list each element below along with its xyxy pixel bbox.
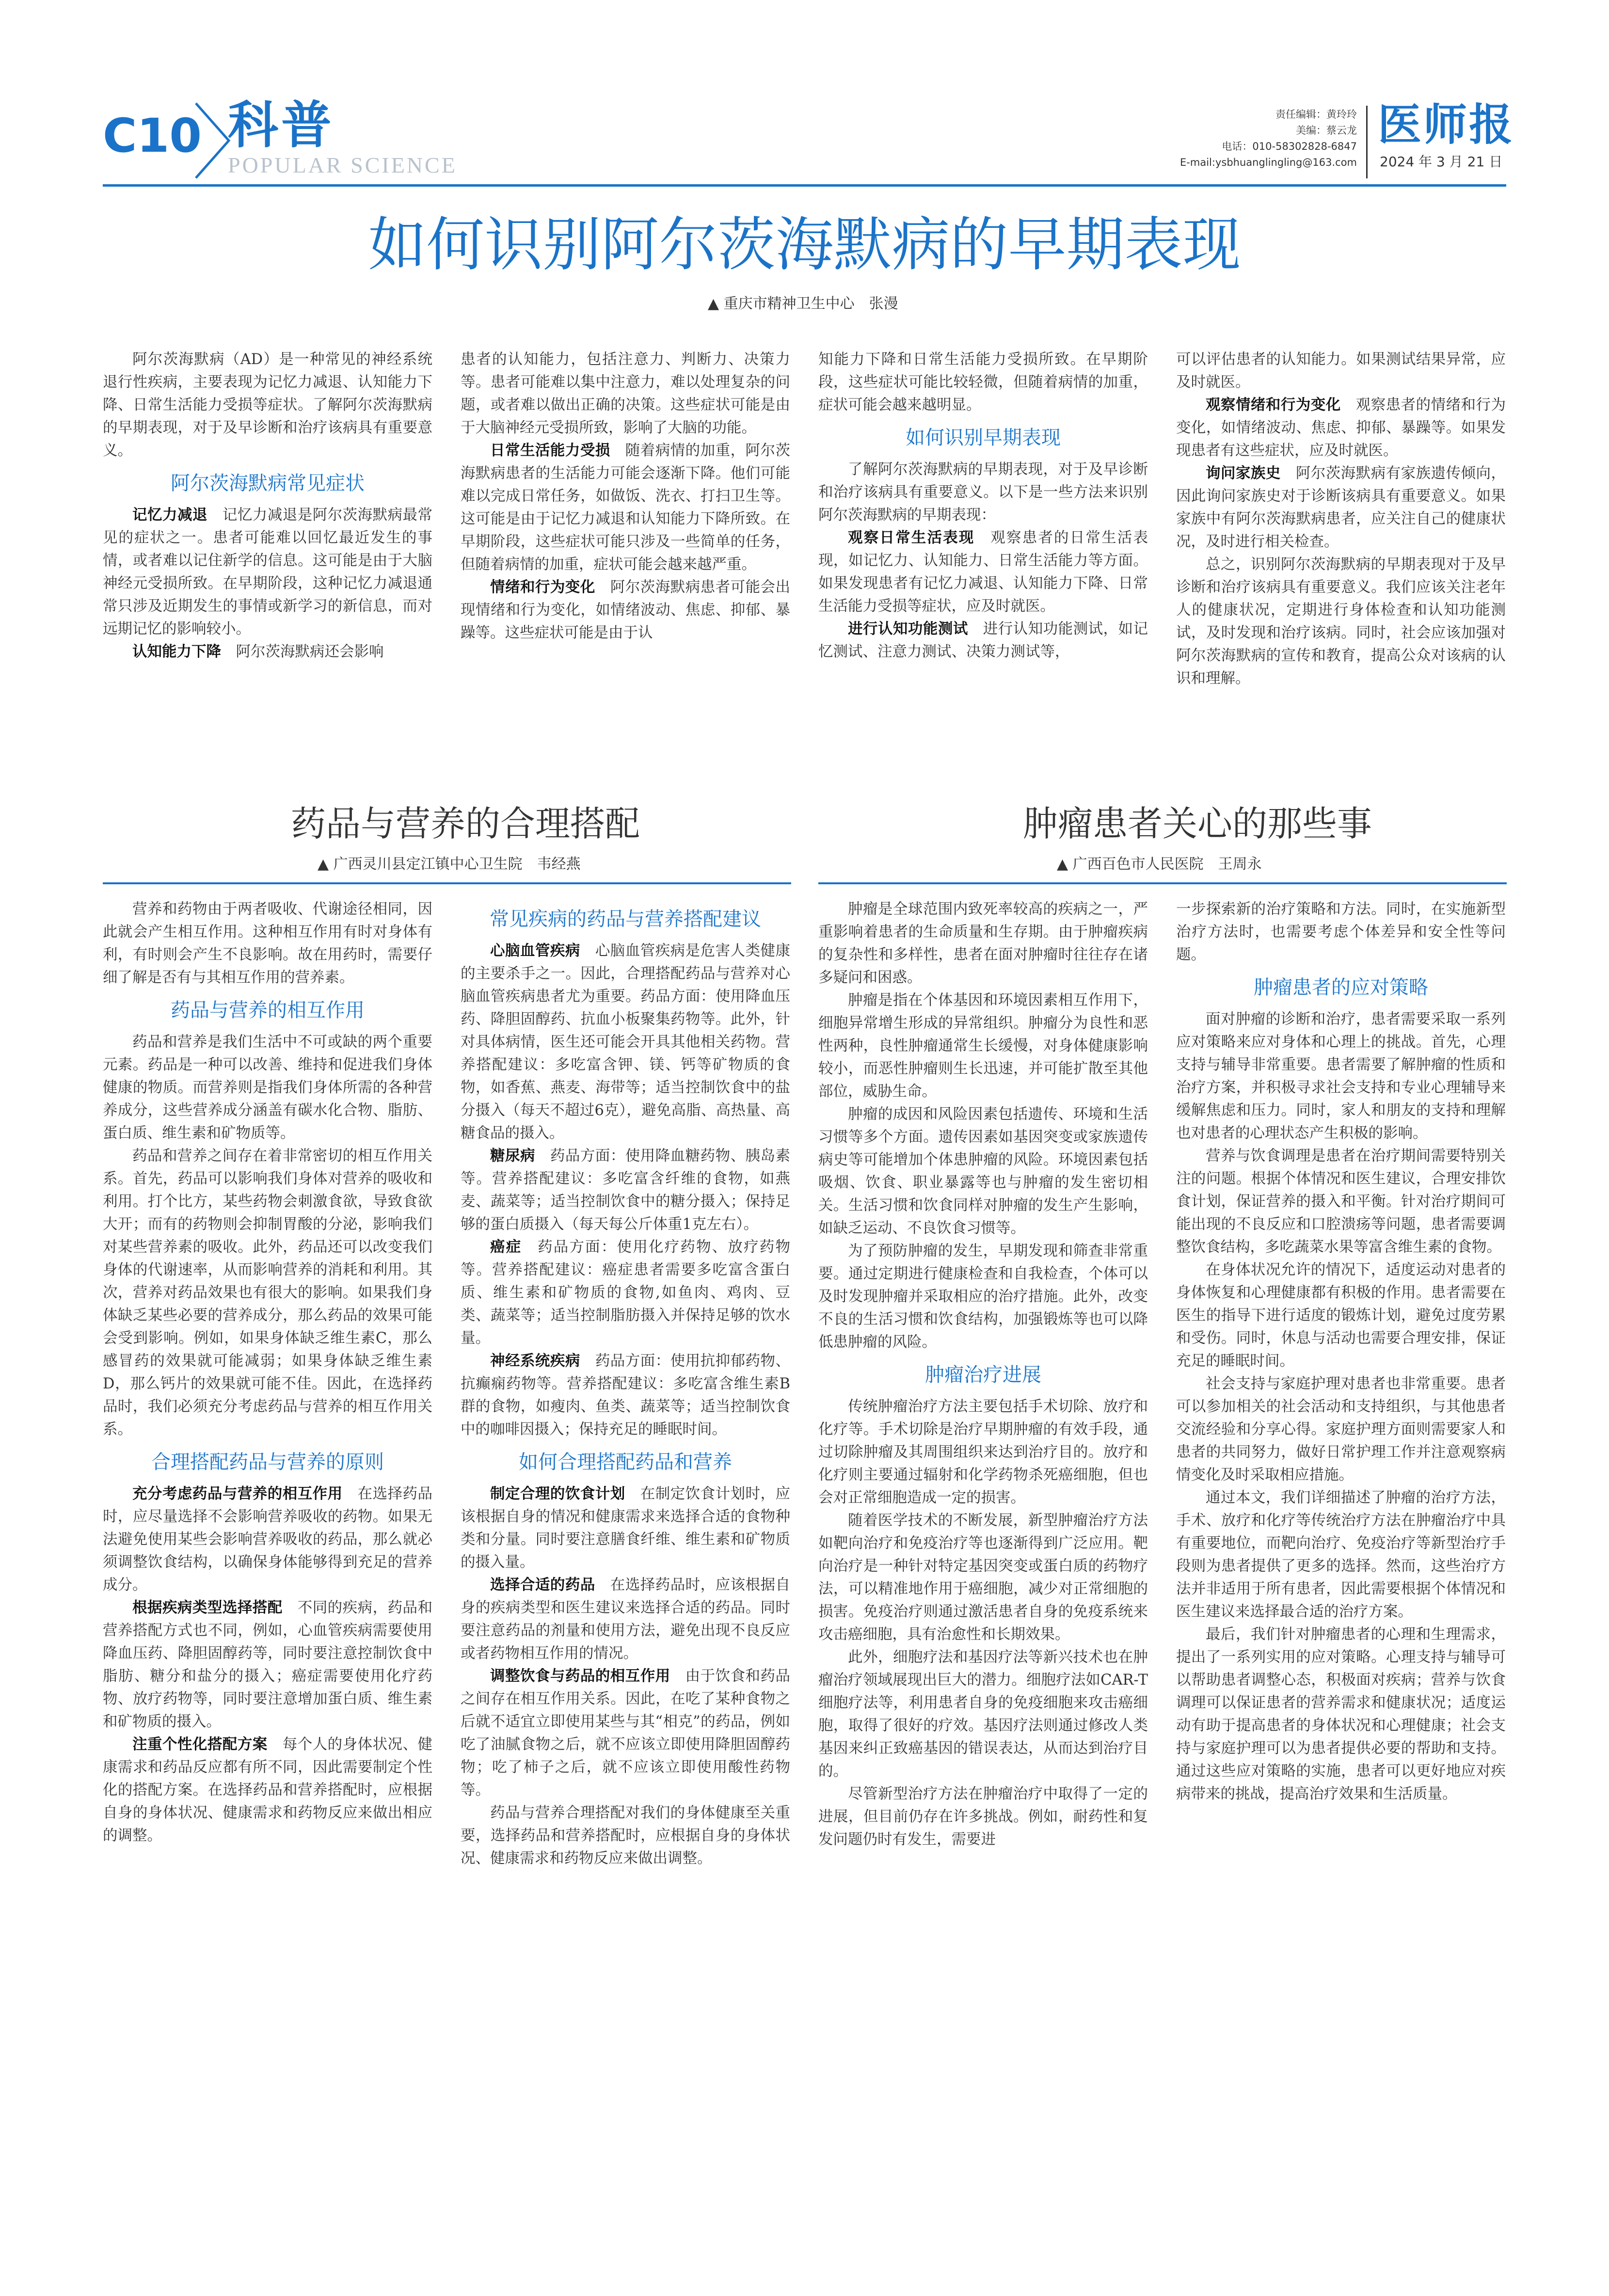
paragraph-text: 营养和药物由于两者吸收、代谢途径相同，因此就会产生相互作用。这种相互作用有时对身体有利，有时则会产生不良影响。故在用药时，需要仔细了解是否有与其相互作用的营养素。 bbox=[103, 901, 432, 986]
paragraph bbox=[818, 898, 1148, 989]
paragraph bbox=[461, 1145, 790, 1236]
article2-rule bbox=[103, 882, 791, 884]
paragraph-text: 营养与饮食调理是患者在治疗期间需要特别关注的问题。根据个体情况和医生建议，合理安排饮食计划，保证营养的摄入和平衡。针对治疗期间可能出现的不良反应和口腔溃疡等问题，患者需要调整饮食结构，多吃蔬菜水果等富含维生素的食物。 bbox=[1176, 1148, 1506, 1256]
article2-title: 药品与营养的合理搭配 bbox=[291, 803, 640, 844]
article2-column bbox=[461, 898, 790, 1870]
paragraph-text: 阿尔茨海默病还会影响 bbox=[221, 643, 384, 660]
paragraph bbox=[818, 1395, 1148, 1509]
paragraph-text: 肿瘤是全球范围内致死率较高的疾病之一，严重影响着患者的生命质量和生存期。由于肿瘤疾病的复杂性和多样性，患者在面对肿瘤时往往存在诸多疑问和困惑。 bbox=[818, 901, 1148, 986]
paragraph-text: 为了预防肿瘤的发生，早期发现和筛查非常重要。通过定期进行健康检查和自我检查，个体可以及时发现肿瘤并采取相应的治疗措施。此外，改变不良的生活习惯和饮食结构，加强锻炼等也可以降低患肿瘤的风险。 bbox=[818, 1243, 1148, 1351]
paragraph-text: 最后，我们针对肿瘤患者的心理和生理需求，提出了一系列实用的应对策略。心理支持与辅导可以帮助患者调整心态，积极面对疾病；营养与饮食调理可以保证患者的营养需求和健康状况；适度运动有助于提高患者的身体状况和心理健康；社会支持与家庭护理可以为患者提供必要的帮助和支持。通过这些应对策略的实施，患者可以更好地应对疾病带来的挑战，提高治疗效果和生活质量。 bbox=[1176, 1626, 1506, 1802]
subheading: 药品与营养的相互作用 bbox=[171, 999, 365, 1021]
paragraph bbox=[1176, 553, 1506, 690]
paragraph-text: 患者的认知能力，包括注意力、判断力、决策力等。患者可能难以集中注意力，难以处理复杂的问题，或者难以做出正确的决策。这些症状可能是由于大脑神经元受损所致，影响了大脑的功能。 bbox=[461, 351, 790, 436]
article1-column bbox=[103, 348, 432, 663]
article3-byline: ▲ 广西百色市人民医院 王周永 bbox=[1057, 856, 1262, 873]
paragraph bbox=[103, 1596, 432, 1733]
paragraph-text: 通过本文，我们详细描述了肿瘤的治疗方法，手术、放疗和化疗等传统治疗方法在肿瘤治疗中具有重要地位，而靶向治疗、免疫治疗等新型治疗手段则为患者提供了更多的选择。然而，这些治疗方法并非适用于所有患者，因此需要根据个体情况和医生建议来选择最合适的治疗方案。 bbox=[1176, 1489, 1506, 1620]
paragraph bbox=[461, 1802, 790, 1870]
paragraph bbox=[818, 1646, 1148, 1783]
paragraph bbox=[818, 1783, 1148, 1851]
subheading: 阿尔茨海默病常见症状 bbox=[171, 472, 365, 494]
subheading: 肿瘤治疗进展 bbox=[925, 1364, 1041, 1386]
paragraph bbox=[103, 640, 432, 663]
paragraph-lead: 进行认知功能测试 bbox=[848, 621, 968, 638]
paragraph bbox=[818, 526, 1148, 618]
paragraph-lead: 制定合理的饮食计划 bbox=[490, 1485, 625, 1502]
masthead-logo: 医师报 bbox=[1378, 99, 1514, 150]
paragraph bbox=[103, 1733, 432, 1847]
paragraph-text: 此外，细胞疗法和基因疗法等新兴技术也在肿瘤治疗领域展现出巨大的潜力。细胞疗法如CAR-T细胞疗法等，利用患者自身的免疫细胞来攻击癌细胞，取得了很好的疗效。基因疗法则通过修改人类基因来纠正致癌基因的错误表达，从而达到治疗目的。 bbox=[818, 1649, 1148, 1780]
paragraph-lead: 神经系统疾病 bbox=[490, 1353, 580, 1370]
paragraph-text: 药品和营养之间存在着非常密切的相互作用关系。首先，药品可以影响我们身体对营养的吸收和利用。打个比方，某些药物会刺激食欲，导致食欲大开；而有的药物则会抑制胃酸的分泌，影响我们对某些营养素的吸收。此外，药品还可以改变我们身体的代谢速率，从而影响营养的消耗和利用。其次，营养对药品效果也有很大的影响。如果我们身体缺乏某些必要的营养成分，那么药品的效果可能会受到影响。例如，如果身体缺乏维生素C，那么感冒药的效果就可能减弱；如果身体缺乏维生素D，那么钙片的效果就可能不佳。因此，在选择药品时，我们必须充分考虑药品与营养的相互作用关系。 bbox=[103, 1148, 432, 1438]
paragraph-lead: 日常生活能力受损 bbox=[490, 442, 610, 459]
paragraph-lead: 注重个性化搭配方案 bbox=[132, 1736, 268, 1753]
paragraph-text: 传统肿瘤治疗方法主要包括手术切除、放疗和化疗等。手术切除是治疗早期肿瘤的有效手段，通过切除肿瘤及其周围组织来达到治疗目的。放疗和化疗则主要通过辐射和化学药物杀死癌细胞，但也会对正常细胞造成一定的损害。 bbox=[818, 1398, 1148, 1506]
paragraph bbox=[1176, 1259, 1506, 1372]
paragraph-lead: 充分考虑药品与营养的相互作用 bbox=[132, 1485, 343, 1502]
article1-column bbox=[461, 348, 790, 644]
paragraph-text: 阿尔茨海默病有家族遗传倾向，因此询问家族史对于诊断该病具有重要意义。如果家族中有阿尔茨海默病患者，应关注自己的健康状况，及时进行相关检查。 bbox=[1176, 465, 1506, 550]
paragraph bbox=[818, 1103, 1148, 1240]
paragraph-lead: 询问家族史 bbox=[1206, 465, 1281, 482]
paragraph bbox=[461, 1236, 790, 1350]
paragraph-text: 可以评估患者的认知能力。如果测试结果异常，应及时就医。 bbox=[1176, 351, 1506, 391]
paragraph-text: 观察患者的日常生活表现，如记忆力、认知能力、日常生活能力等方面。如果发现患者有记忆力减退、认知能力下降、日常生活能力受损等症状，应及时就医。 bbox=[818, 529, 1148, 615]
paragraph bbox=[461, 576, 790, 644]
paragraph bbox=[1176, 462, 1506, 553]
paragraph bbox=[1176, 1145, 1506, 1259]
paragraph-lead: 观察情绪和行为变化 bbox=[1206, 397, 1341, 414]
paragraph bbox=[818, 458, 1148, 526]
article1-byline: ▲ 重庆市精神卫生中心 张漫 bbox=[708, 295, 898, 312]
editor-info bbox=[1085, 107, 1357, 171]
header-divider bbox=[1366, 106, 1368, 178]
paragraph bbox=[818, 989, 1148, 1103]
paragraph-text: 肿瘤的成因和风险因素包括遗传、环境和生活习惯等多个方面。遗传因素如基因突变或家族遗传病史等可能增加个体患肿瘤的风险。环境因素包括吸烟、饮食、职业暴露等也与肿瘤的发生密切相关。生活习惯和饮食同样对肿瘤的发生产生影响，如缺乏运动、不良饮食习惯等。 bbox=[818, 1106, 1148, 1237]
paragraph-lead: 根据疾病类型选择搭配 bbox=[132, 1599, 283, 1616]
paragraph bbox=[1176, 394, 1506, 462]
section-title-en: POPULAR SCIENCE bbox=[228, 153, 457, 177]
paragraph bbox=[461, 1665, 790, 1802]
paragraph-text: 随着医学技术的不断发展，新型肿瘤治疗方法如靶向治疗和免疫治疗等也逐渐得到广泛应用。靶向治疗是一种针对特定基因突变或蛋白质的药物疗法，可以精准地作用于癌细胞，减少对正常细胞的损害。免疫治疗则通过激活患者自身的免疫系统来攻击癌细胞，具有治愈性和长期效果。 bbox=[818, 1512, 1148, 1643]
paragraph bbox=[103, 1145, 432, 1441]
article1-column bbox=[818, 348, 1148, 663]
paragraph bbox=[103, 898, 432, 989]
subheading: 肿瘤患者的应对策略 bbox=[1254, 976, 1428, 999]
paragraph bbox=[103, 1483, 432, 1596]
paragraph-text: 观察患者的情绪和行为变化，如情绪波动、焦虑、抑郁、暴躁等。如果发现患者有这些症状，应及时就医。 bbox=[1176, 397, 1506, 459]
paragraph bbox=[1176, 1372, 1506, 1486]
paragraph bbox=[461, 940, 790, 1145]
paragraph bbox=[461, 1483, 790, 1574]
chevron-right-icon bbox=[190, 99, 234, 182]
paragraph-text: 知能力下降和日常生活能力受损所致。在早期阶段，这些症状可能比较轻微，但随着病情的加重，症状可能会越来越明显。 bbox=[818, 351, 1148, 414]
paragraph-lead: 选择合适的药品 bbox=[490, 1577, 595, 1594]
paragraph-text: 由于饮食和药品之间存在相互作用关系。因此，在吃了某种食物之后就不适宜立即使用某些与其“相克”的药品，例如吃了油腻食物之后，就不应该立即使用降胆固醇药物；吃了柿子之后，就不应该立即使用酸性药物等。 bbox=[461, 1668, 791, 1799]
paragraph bbox=[1176, 1623, 1506, 1805]
paragraph-lead: 观察日常生活表现 bbox=[848, 529, 975, 546]
paragraph-text: 在选择药品时，应尽量选择不会影响营养吸收的药物。如果无法避免使用某些会影响营养吸收的药品，那么就必须调整饮食结构，以确保身体能够得到充足的营养成分。 bbox=[103, 1485, 433, 1594]
paragraph-lead: 癌症 bbox=[490, 1239, 522, 1256]
paragraph-text: 药品与营养合理搭配对我们的身体健康至关重要，选择药品和营养搭配时，应根据自身的身体状况、健康需求和药物反应来做出调整。 bbox=[461, 1804, 790, 1867]
paragraph-text: 阿尔茨海默病（AD）是一种常见的神经系统退行性疾病，主要表现为记忆力减退、认知能力下降、日常生活能力受损等症状。了解阿尔茨海默病的早期表现，对于及早诊断和治疗该病具有重要意义。 bbox=[103, 351, 432, 459]
editor-line: 电话：010-58302828-6847 bbox=[1222, 141, 1357, 152]
paragraph-lead: 记忆力减退 bbox=[132, 507, 207, 524]
paragraph bbox=[461, 439, 790, 576]
paragraph-text: 每个人的身体状况、健康需求和药品反应都有所不同，因此需要制定个性化的搭配方案。在选择药品和营养搭配时，应根据自身的身体状况、健康需求和药物反应来做出相应的调整。 bbox=[103, 1736, 433, 1844]
paragraph-text: 药品方面：使用化疗药物、放疗药物等。营养搭配建议：癌症患者需要多吃富含蛋白质、维生素和矿物质的食物,如鱼肉、鸡肉、豆类、蔬菜等；适当控制脂肪摄入并保持足够的饮水量。 bbox=[461, 1239, 791, 1347]
paragraph bbox=[818, 348, 1148, 416]
article2-column bbox=[103, 898, 432, 1847]
paragraph-text: 在身体状况允许的情况下，适度运动对患者的身体恢复和心理健康都有积极的作用。患者需要在医生的指导下进行适度的锻炼计划，避免过度劳累和受伤。同时，休息与活动也需要合理安排，保证充足的睡眠时间。 bbox=[1176, 1261, 1506, 1370]
paragraph-text: 药品和营养是我们生活中不可或缺的两个重要元素。药品是一种可以改善、维持和促进我们身体健康的物质。而营养则是指我们身体所需的各种营养成分，这些营养成分涵盖有碳水化合物、脂肪、蛋白质、维生素和矿物质等。 bbox=[103, 1034, 432, 1142]
paragraph-text: 社会支持与家庭护理对患者也非常重要。患者可以参加相关的社会活动和支持组织，与其他患者交流经验和分享心得。家庭护理方面则需要家人和患者的共同努力，做好日常护理工作并注意观察病情变化及时采取相应措施。 bbox=[1176, 1375, 1506, 1483]
paragraph-text: 心脑血管疾病是危害人类健康的主要杀手之一。因此，合理搭配药品与营养对心脑血管疾病患者尤为重要。药品方面：使用降血压药、降胆固醇药、抗血小板聚集药物等。此外，针对具体病情，医生还可能会开具其他相关药物。营养搭配建议：多吃富含钾、镁、钙等矿物质的食物，如香蕉、燕麦、海带等；适当控制饮食中的盐分摄入（每天不超过6克），避免高脂、高热量、高糖食品的摄入。 bbox=[461, 942, 791, 1142]
paragraph bbox=[461, 1574, 790, 1665]
section-title-cn: 科普 bbox=[228, 96, 335, 155]
paragraph bbox=[818, 1240, 1148, 1354]
paragraph-text: 进行认知功能测试，如记忆测试、注意力测试、决策力测试等， bbox=[818, 621, 1148, 660]
editor-line: E-mail:ysbhuanglingling@163.com bbox=[1180, 157, 1357, 168]
paragraph-lead: 糖尿病 bbox=[490, 1148, 535, 1164]
article3-column bbox=[818, 898, 1148, 1851]
paragraph-lead: 调整饮食与药品的相互作用 bbox=[490, 1668, 670, 1685]
paragraph bbox=[818, 1509, 1148, 1646]
article1-column bbox=[1176, 348, 1506, 690]
paragraph bbox=[818, 618, 1148, 663]
paragraph-text: 记忆力减退是阿尔茨海默病最常见的症状之一。患者可能难以回忆最近发生的事情，或者难以记住新学的信息。这可能是由于大脑神经元受损所致。在早期阶段，这种记忆力减退通常只涉及近期发生的事情或新学习的新信息，而对远期记忆的影响较小。 bbox=[103, 507, 433, 638]
paragraph bbox=[461, 1350, 790, 1441]
paragraph-lead: 认知能力下降 bbox=[132, 643, 221, 660]
paragraph-text: 随着病情的加重，阿尔茨海默病患者的生活能力可能会逐渐下降。他们可能难以完成日常任务，如做饭、洗衣、打扫卫生等。这可能是由于记忆力减退和认知能力下降所致。在早期阶段，这些症状可能只涉及一些简单的任务，但随着病情的加重，症状可能会越来越严重。 bbox=[461, 442, 791, 573]
paragraph bbox=[103, 504, 432, 640]
paragraph-lead: 心脑血管疾病 bbox=[490, 942, 580, 959]
paragraph-text: 在制定饮食计划时，应该根据自身的情况和健康需求来选择合适的食物种类和分量。同时要注意膳食纤维、维生素和矿物质的摄入量。 bbox=[461, 1485, 791, 1571]
paragraph-text: 面对肿瘤的诊断和治疗，患者需要采取一系列应对策略来应对身体和心理上的挑战。首先，心理支持与辅导非常重要。患者需要了解肿瘤的性质和治疗方案，并积极寻求社会支持和专业心理辅导来缓解焦虑和压力。同时，家人和朋友的支持和理解也对患者的心理状态产生积极的影响。 bbox=[1176, 1011, 1506, 1142]
paragraph-text: 在选择药品时，应该根据自身的疾病类型和医生建议来选择合适的药品。同时要注意药品的剂量和使用方法，避免出现不良反应或者药物相互作用的情况。 bbox=[461, 1577, 791, 1662]
paragraph-text: 药品方面：使用降血糖药物、胰岛素等。营养搭配建议：多吃富含纤维的食物，如燕麦、蔬菜等；适当控制饮食中的糖分摄入；保持足够的蛋白质摄入（每天每公斤体重1克左右）。 bbox=[461, 1148, 790, 1233]
paragraph-text: 一步探索新的治疗策略和方法。同时，在实施新型治疗方法时，也需要考虑个体差异和安全性等问题。 bbox=[1176, 901, 1506, 963]
paragraph-text: 阿尔茨海默病患者可能会出现情绪和行为变化，如情绪波动、焦虑、抑郁、暴躁等。这些症状可能是由于认 bbox=[461, 579, 791, 641]
paragraph bbox=[1176, 898, 1506, 966]
paragraph-text: 不同的疾病，药品和营养搭配方式也不同，例如，心血管疾病需要使用降血压药、降胆固醇药等，同时要注意控制饮食中脂肪、糖分和盐分的摄入；癌症需要使用化疗药物、放疗药物等，同时要注意增加蛋白质、维生素和矿物质的摄入。 bbox=[103, 1599, 433, 1730]
subheading: 合理搭配药品与营养的原则 bbox=[151, 1451, 384, 1473]
paragraph-text: 总之，识别阿尔茨海默病的早期表现对于及早诊断和治疗该病具有重要意义。我们应该关注老年人的健康状况，定期进行身体检查和认知功能测试，及时发现和治疗该病。同时，社会应该加强对阿尔茨海默病的宣传和教育，提高公众对该病的认识和理解。 bbox=[1176, 556, 1506, 687]
paragraph-text: 了解阿尔茨海默病的早期表现，对于及早诊断和治疗该病具有重要意义。以下是一些方法来识别阿尔茨海默病的早期表现： bbox=[818, 461, 1148, 524]
editor-line: 责任编辑：黄玲玲 bbox=[1275, 109, 1357, 120]
subheading: 如何合理搭配药品和营养 bbox=[519, 1451, 732, 1473]
paragraph bbox=[1176, 1486, 1506, 1623]
header-rule bbox=[103, 184, 1506, 187]
article2-byline: ▲ 广西灵川县定江镇中心卫生院 韦经燕 bbox=[318, 856, 581, 873]
paragraph-lead: 情绪和行为变化 bbox=[490, 579, 595, 596]
subheading: 如何识别早期表现 bbox=[906, 427, 1061, 449]
paragraph bbox=[1176, 1008, 1506, 1145]
issue-date: 2024 年 3 月 21 日 bbox=[1380, 154, 1503, 170]
article3-rule bbox=[818, 882, 1507, 884]
paragraph-text: 尽管新型治疗方法在肿瘤治疗中取得了一定的进展，但目前仍存在许多挑战。例如，耐药性和复发问题仍时有发生，需要进 bbox=[818, 1786, 1148, 1848]
paragraph bbox=[103, 348, 432, 462]
subheading: 常见疾病的药品与营养搭配建议 bbox=[490, 908, 761, 930]
paragraph-text: 肿瘤是指在个体基因和环境因素相互作用下，细胞异常增生形成的异常组织。肿瘤分为良性和恶性两种，良性肿瘤通常生长缓慢，对身体健康影响较小，而恶性肿瘤则生长迅速，并可能扩散至其他部位，威胁生命。 bbox=[818, 992, 1148, 1100]
article1-title: 如何识别阿尔茨海默病的早期表现 bbox=[368, 211, 1241, 279]
editor-line: 美编：蔡云龙 bbox=[1296, 125, 1357, 136]
article3-column bbox=[1176, 898, 1506, 1805]
page-number: C10 bbox=[103, 109, 202, 163]
paragraph bbox=[103, 1031, 432, 1145]
paragraph-text: 药品方面：使用抗抑郁药物、抗癫痫药物等。营养搭配建议：多吃富含维生素B群的食物，如瘦肉、鱼类、蔬菜等；适当控制饮食中的咖啡因摄入；保持充足的睡眠时间。 bbox=[461, 1353, 791, 1438]
paragraph bbox=[1176, 348, 1506, 394]
article3-title: 肿瘤患者关心的那些事 bbox=[1023, 803, 1372, 844]
paragraph bbox=[461, 348, 790, 439]
